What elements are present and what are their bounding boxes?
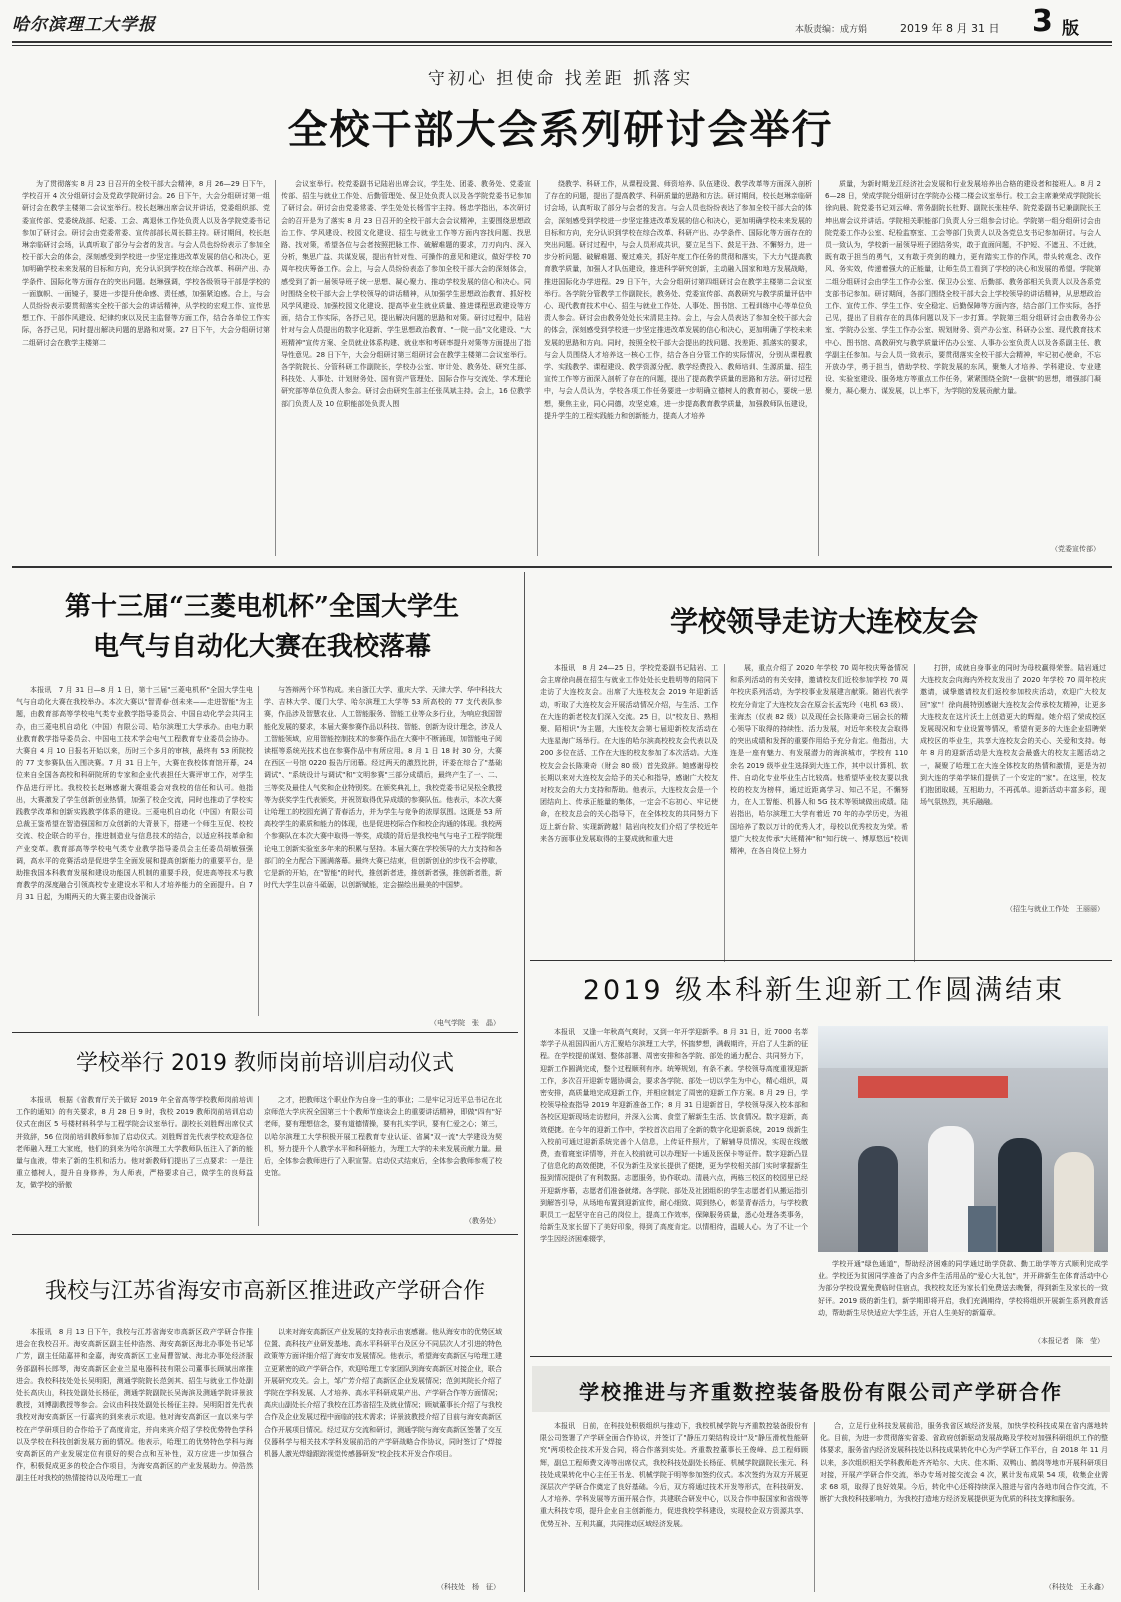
feature-title: 全校干部大会系列研讨会举行 xyxy=(287,106,834,153)
column-divider xyxy=(275,180,276,556)
column-divider xyxy=(258,1096,259,1226)
page-center-divider xyxy=(524,572,525,1592)
alumni-col-3: 打拼，成就自身事业的同时为母校赢得荣誉。陆岩通过大连校友会向海内外校友发出了 2020 年学校 70 周年校庆邀请，诚挚邀请校友们返校参加校庆活动，欢迎广大校友回"家"！徐向晨特别感谢大连校友会传承校友精神，让更多大连校友在这片沃土上创造更大的辉煌。她介绍了荣成校区发展现况和专业设置等情况，希望有更多的大连企业招聘荣成校区的毕业生，共享大连校友会的关心、关爱和支持。每年 8 月的迎新活动是大连校友会最盛大的校友主题活动之一，凝聚了哈理工在大连全体校友的热情和激情，更是为初到大连的学弟学妹们提供了一个安定的"家"。在这里，校友们抱团取暖，互相助力，不再孤单。迎新活动丰富多彩，现场气氛热烈，其乐融融。 xyxy=(920,664,1106,807)
feature-col-4: 质量，为新时期龙江经济社会发展和行业发展培养出合格的建设者和接班人。8 月 26—28 日，荣成学院分组研讨在学院办公楼二楼会议室举行。校工会主席兼荣成学院院长徐向晨、院党委书记刘云峰、常务副院长杜野、副院长张桂华、院党委副书记兼副院长王坤出席会议并讲话。学院相关职能部门负责人分三组参会讨论。学院第一组分组研讨会由院党委工作办公室、纪检监察室、工会等部门负责人以及各党总支书记参加研讨。与会人员一致认为，学校新一届领导班子团结务实，敢于直面问题，不护短、不遮丑、不迁就，既有敢于担当的勇气，又有敢于亮剑的魄力，更有踏实工作的作风，带头转观念、改作风、务实效，传递着强大的正能量，让师生员工看到了学校的决心和发展的希望。学院第二组分组研讨会由学生工作办公室、保卫办公室、后勤部、教务部相关负责人以及各系党支部书记参加。研讨期间，各部门围绕全校干部大会上学校领导的讲话精神，从思想政治工作、宣传工作、学生工作、安全稳定、后勤保障等方面内容，结合部门工作实际，各抒己见，提出了目前存在的具体问题以及下一步打算。学院第三组分组研讨会由教务办公室、学院办公室、学生工作办公室、规划财务、资产办公室、科研办公室、现代教育技术中心、图书馆、高教研究与教学质量评估办公室、人事办公室负责人以及各系副主任、教学副主任参加。与会人员一致表示，要贯彻落实全校干部大会精神，牢记初心使命，不忘开放办学，勇于担当，借助学校、学院发展的东风，聚集人才培养、学科建设、专业建设、实验室建设、服务地方等重点工作任务，紧紧围绕全院"一盘棋"的思想，增强部门凝聚力，凝心聚力、谋发展，以上率下，为学院的发展贡献力量。 xyxy=(825,180,1101,396)
qiqihar-col-1: 本报讯 日前，在科技处积极组织与推动下，我校机械学院与齐重数控装备股份有限公司签署了产学研全面合作协议，并签订了"静压刀架结构设计"及"静压滑枕性能研究"两项校企技术开发合同，将合作落到实处。齐重数控董事长王俊峰、总工程师顾辉，副总工程师费文涛等出席仪式，我校科技处副处长杨征、机械学院副院长张元、科技处成果转化中心主任王书龙、机械学院于明等参加签约仪式。本次签约为双方开展更深层次产学研合作奠定了良好基础。今后，双方将通过技术开发等形式，在科技研发、人才培养、学科发展等方面开展合作，共建联合研发中心，以及合作申报国家和省级等重大科技专项，提升企业自主创新能力，促进我校学科建设，实现校企双方资源共享、优势互补、互利共赢，共同推动区域经济发展。 xyxy=(540,1422,808,1528)
photo-ceiling xyxy=(818,1026,1108,1068)
contest-col-1: 本报讯 7 月 31 日—8 月 1 日，第十三届"三菱电机杯"全国大学生电气与自动化大赛在我校举办。本次大赛以"智青春·创未来——走进智能"为主题，由教育部高等学校电气类专业教学指导委员会、中国自动化学会共同主办，由三菱电机自动化（中国）有限公司、哈尔滨理工大学承办。由电力职业教育教学指导委员会、中国电工技术学会电气工程教育专业委员会协办。大赛自 4 月 10 日报名开始以来，历时三个多月的审核，最终有 53 所院校的 77 支参赛队伍入围决赛。7 月 31 日上午，大赛在我校体育馆开幕，24 位来自全国各高校和科研院所的专家和企业代表担任大赛评审工作，对学生作品进行评比。我校校长赵琳感谢大赛组委会对我校的信任和认可。他指出，大赛激发了学生创新创业热情，加强了校企交流，同时也推动了学校实践教学改革和创新实践教学体系的建设。三菱电机自动化（中国）有限公司总裁王鉴希望在智造强国和万众创新的大背景下，搭建一个师生互促、校校交流、校企联合的平台，推进制造业与信息技术的结合，以适应科技革命和产业变革。教育部高等学校电气类专业教学指导委员会主任委员胡敏强强调，高水平的竞赛活动是促进学生全面发展和提高创新能力的重要平台，是助推我国本科教育发展和建设功能国人机制的重要手段，促进高等技术与教育教学的深度融合引领高校专业建设水平和人才培养能力的全面提升。自 7 月 31 日起，为期两天的大赛主要由设备演示 xyxy=(16,686,253,902)
article-title-haian: 我校与江苏省海安市高新区推进政产学研合作 xyxy=(44,1279,485,1304)
haian-col-2: 以来对海安高新区产业发展的支持表示由衷感谢。他从海安市的优势区域位置、高科技产业研发基地、高水平科研平台及区分不同层次人才引进的特色政策等方面详细介绍了海安市发展情况。他表示，希望海安高新区与哈理工建立更紧密的政产学研合作，欢迎哈理工专家团队到海安高新区对接企业，联合开展研究攻关。会上，邹广芳介绍了高新区企业发展情况；范剑其院长介绍了学院在学科发展、人才培养、高水平科研成果产出、产学研合作等方面情况；高庆山副处长介绍了我校在江苏省招生及就业情况；顾斌董事长介绍了与我校合作及企业发展过程中面临的技术需求；详景波教授介绍了目前与海安高新区合作开展项目情况。经过双方交流和研讨，测通学院与海安高新区签署了交互仪器科学与相关技术学科发展前沿的产学研战略合作协议，同时签订了"焊接机器人激光焊缝跟踪视觉传感器研发"校企技术开发合作项目。 xyxy=(264,1328,502,1459)
haian-byline: （科技处 杨 征） xyxy=(437,1583,500,1591)
training-byline: （教务处） xyxy=(465,1217,500,1225)
photo-suitcase xyxy=(968,1206,996,1252)
column-divider xyxy=(914,664,915,962)
newspaper-logo: 哈尔滨理工大学报 xyxy=(12,15,156,35)
article-title-freshmen: 2019 级本科新生迎新工作圆满结束 xyxy=(582,975,1066,1006)
article-title-contest-line1: 第十三届“三菱电机杯”全国大学生 xyxy=(65,592,459,622)
photo-person xyxy=(998,1138,1042,1252)
issue-date: 2019 年 8 月 31 日 xyxy=(900,22,1000,35)
column-divider xyxy=(724,664,725,962)
feature-kicker: 守初心 担使命 找差距 抓落实 xyxy=(427,69,694,89)
column-divider xyxy=(258,1328,259,1590)
feature-col-2: 会议室举行。校党委副书记陆岩出席会议，学生处、团委、教务处、党委宣传部、招生与就业工作处、后勤管理处、保卫处负责人以及各学院党委书记参加了研讨会。研讨会由党委常委、学生处处长杨雪宇主持。杨忠学指出，本次研讨会的召开是为了落实 8 月 23 日召开的全校干部大会会议精神，主要围绕思想政治工作、学风建设、校园文化建设、招生与就业工作等方面内容找问题、找思路、找对策，希望各位与会者按照把脉工作、破解难题的要求，刀刃向内、深入分析，集思广益、共谋发展，提出有针对性、可操作的意见和建议，做好学校 70 周年校庆筹备工作。会上，与会人员纷纷表态了参加全校干部大会的深刻体会，感受到了新一届领导班子统一思想、凝心聚力、推动学校发展的信心和决心。同时围绕全校干部大会上学校领导的讲话精神，从加强学生思想政治教育、抓好校风学风建设、加强校园文化建设、提高毕业生就业质量、推进课程思政建设等方面，结合工作实际，各抒己见，提出解决问题的思路和对策。研讨过程中，陆岩针对与会人员提出的数字化迎新、学生思想政治教育、"一院一品"文化建设、"大班精神"宣传方案、全员就业体系构建、就业率和考研率提升对策等方面提出了指导性意见。28 日下午，大会分组研讨第三组研讨会在教学主楼第二会议室举行。各学院院长、分管科研工作副院长，学校办公室、审计处、教务处、研究生部、科技处、人事处、计划财务处、国有资产管理处、国际合作与交流处、学术理论研究部等单位负责人参会。研讨会由研究生部主任张凤斌主持。会上，16 位教学部门负责人及 10 位职能部处负责人围 xyxy=(281,180,531,408)
training-col-2: 之才，把教师这个职业作为自身一生的事业；二是牢记习近平总书记在北京师范大学庆祝全国第三十个教师节座谈会上的重要讲话精神，即做"四有"好老师，要有理想信念，要有道德情操，要有扎实学识，要有仁爱之心；第三，以哈尔滨理工大学积极开展工程教育专业认证、省属"双一流"大学建设为契机，努力提升个人教学水平和科研能力，为理工大学的未来发展贡献力量。最后，全体参会教师进行了入职宣誓。启动仪式结束后，全体参会教师参观了校史馆。 xyxy=(264,1096,502,1178)
section-rule xyxy=(12,566,1112,568)
freshmen-photo xyxy=(818,1026,1108,1252)
freshmen-col-2: 学校开通"绿色通道"，帮助经济困难的同学通过助学贷款、勤工助学等方式顺利完成学业。学校还为贫困同学准备了内含多件生活用品的"爱心大礼包"，并开辟新生在体育活动中心为部分学校设置免费临时住宿点，我校校友还为家长们免费送去晚餐，得到新生及家长的一致好评。2019 级的新生们，新学期即将开启，我们充满期待，学校将组织开展新生系列教育活动，帮助新生尽快适应大学生活，开启人生美好的新篇章。 xyxy=(818,1260,1108,1317)
qiqihar-col-2: 合，立足行业科技发展前沿，服务我省区域经济发展，加快学校科技成果在省内落地转化。目前，为进一步贯彻落实省委、省政府创新驱动发展战略及学校对加强科研组织工作的整体要求，服务省内经济发展科技处以科技成果转化中心为产学研工作平台，自 2018 年 11 月以来，多次组织相关学科教师赴齐齐哈尔、大庆、佳木斯、双鸭山、鹤岗等地市开展科研项目对接，开展产学研合作交流，举办专场对接交流会 4 次，累计发布成果 54 项，收集企业需求 68 项，取得了良好效果。今后，转化中心还将持续深入推进与省内各地市间合作交流，不断扩大我校科技影响力，为我校打造地方经济发展提供更为优质的科技支撑和服务。 xyxy=(820,1422,1108,1504)
masthead-rule xyxy=(12,41,1112,43)
contest-byline: （电气学院 张 晶） xyxy=(430,1019,500,1027)
feature-col-3: 绕教学、科研工作，从课程设置、师资培养、队伍建设、教学改革等方面深入剖析了存在的问题，提出了提高教学、科研质量的思路和方法。研讨期间，校长赵琳亲临研讨会场，认真听取了部分与会者的发言。与会人员也纷纷表达了参加全校干部大会的体会，深刻感受到学校进一步坚定推进改革发展的信心和决心，更加明确学校未来发展的目标和方向，充分认识到学校在综合改革、科研产出、办学条件、国际化等方面存在的突出问题。研讨过程中，与会人员形成共识，要立足当下、鼓足干劲、不懈努力，进一步分析问题、破解难题、聚过难关，抓好年度工作任务的贯彻和落实，下大力气提高教育教学质量，加强人才队伍建设，推进科学研究创新，主动融入国家和地方发展战略，推进国际化办学进程。29 日下午，大会分组研讨第四组研讨会在教学主楼第二会议室举行。各学院分管教学工作副院长，教务处、党委宣传部、高教研究与教学质量评估中心、现代教育技术中心、招生与就业工作处、人事处、图书馆、工程训练中心等单位负责人参会。研讨会由教务处处长宋清昆主持。会上，与会人员表达了参加全校干部大会的体会，深刻感受到学校进一步坚定推进改革发展的信心和决心，更加明确了学校未来发展的思路和方向。同时，按照全校干部大会提出的找问题、找差距、抓落实的要求，与会人员围绕人才培养这一核心工作，结合各自分管工作的实际情况，分别从课程教学、实践教学、课程建设、教学资源分配、教学经费投入、教师培训、生源质量、招生宣传工作等方面深入剖析了存在的问题，提出了提高教学质量的思路和方法。研讨过程中，与会人员认为，学校各项工作任务要进一步明确立德树人的教育初心，要统一思想，聚焦主业，同心同德，攻坚克难，进一步提高教育教学质量，加强教师队伍建设，提升学生的工程实践能力和创新能力，提高人才培养 xyxy=(544,180,812,420)
contest-col-2: 与答辩两个环节构成。来自浙江大学、重庆大学、天津大学、华中科技大学、吉林大学、厦门大学、哈尔滨理工大学等 53 所高校的 77 支代表队参赛，作品涉及智慧农业、人工智能服务、智能工业等众多行业，为响应我国智能化发展的要求，本届大赛参赛作品以科技、智能、创新为设计理念，涉及人工智能领域，应用智能控制技术的参赛作品在大赛中不断涌现，加智能电子阅读框等系统光技术也在参赛作品中有所应用。8 月 1 日 18 时 30 分，大赛在西区一号馆 0220 报告厅闭幕。经过两天的激烈比拼，评委在综合了"基础调试"、"系统设计与调试"和"文明参赛"三部分成绩后，最终产生了一、二、三等奖及最佳人气奖和企业特别奖。在颁奖典礼上，我校党委书记吴松全教授等为获奖学生代表颁奖，并祝贺取得优异成绩的参赛队伍。他表示，本次大赛让哈理工的校园充满了青春活力，并为学生与竞争的浓厚氛围。这既是 53 所高校学生的素质和能力的体现，也是促进校际合作和校企沟通的体现。我校两个参赛队在本次大赛中取得一等奖，成绩的背后是我校电气与电子工程学院理论电工创新实验室多年来的积累与坚持。本届大赛在学校领导的大力支持和各部门的全力配合下圆满落幕。最终大赛已结束，但创新创业的步伐不会停歇，它是新的开始，在"智能"的时代，推创新者进，推创新者强，推创新者胜，新时代大学生以奋斗砥砺，以创新赋能，定会描绘出最美的中国梦。 xyxy=(264,686,502,890)
photo-person xyxy=(1054,1152,1094,1252)
column-divider xyxy=(814,1422,815,1592)
section-rule xyxy=(12,1234,518,1235)
article-title-training: 学校举行 2019 教师岗前培训启动仪式 xyxy=(76,1051,454,1076)
column-divider xyxy=(258,686,259,1016)
section-rule xyxy=(530,960,1112,961)
page-unit: 版 xyxy=(1062,19,1079,39)
qiqihar-byline: （科技处 王永鑫） xyxy=(1045,1583,1108,1591)
article-title-qiqihar: 学校推进与齐重数控装备股份有限公司产学研合作 xyxy=(579,1380,1063,1404)
photo-banner xyxy=(858,1076,1008,1098)
alumni-col-1: 本报讯 8 月 24—25 日，学校党委副书记陆岩、工会主席徐向晨在招生与就业工作处处长史胜明等的陪同下走访了大连校友会。出席了大连校友会 2019 年迎新活动，听取了大连校友会开展活动情况介绍，与生活、工作在大连的新老校友们深入交流。25 日，以"校友日、熟相聚、陌相识"为主题，大连校友会第七届迎新校友活动在大连星海广场举行。在大连的哈尔滨高校校友会代表以及 200 多位在活、工作在大连的校友参加了本次活动。大连校友会会长陈秉奇（财会 80 级）首先致辞。她感谢母校长期以来对大连校友会给予的关心和指导，感谢广大校友对校友会的大力支持和帮助。他表示，大连校友会是一个团结向上、传承正能量的集体，一定会不忘初心、牢记使命，在校友总会的关心指导下，在全体校友的共同努力下迈上新台阶、实现新跨越！陆岩向校友们介绍了学校近年来各方面事业发展取得的主要成就和重大进 xyxy=(540,664,718,843)
alumni-col-2: 展，重点介绍了 2020 年学校 70 周年校庆筹备情况和系列活动的有关安排，邀请校友们近校参加学校 70 周年校庆系列活动，为学校事业发展建言献策。随岩代表学校充分肯定了大连校友会在原会长孟宪玲（电机 63 级）、张海杰（仪表 82 级）以及现任会长陈秉奇三届会长的精心领导下取得的持续性、活力发展，对近年来校友会取得的突出成绩和发挥的重要作用给予充分肯定。他指出，大连是一座有魅力、有发展潜力的海滨城市，学校有 110 余名 2019 级毕业生选择到大连工作，其中以计算机、软件、自动化专业毕业生占比较高。他希望毕业校友要以我校的校友为榜样，通过近距离学习、知己不足，不懈努力，在人工智能、机器人和 5G 技术等领域做出成绩。陆岩指出，哈尔滨理工大学有着近 70 年的办学历史，为祖国培养了数以万计的优秀人才，母校以优秀校友为荣。希望广大校友传承"大班精神"和"知行统一、博厚悠远"校训精神，在各自岗位上努力 xyxy=(730,664,908,856)
article-title-contest-line2: 电气与自动化大赛在我校落幕 xyxy=(92,632,431,662)
alumni-byline: （招生与就业工作处 王丽丽） xyxy=(1006,905,1104,913)
feature-col-1: 为了贯彻落实 8 月 23 日召开的全校干部大会精神，8 月 26—29 日下午，学校召开 4 次分组研讨会及党政学院研讨会。26 日下午，大会分组研讨第一组研讨会在教学主楼第二会议室举行。校长赵琳出席会议并讲话，党委组织部、党委宣传部、党委统战部、纪委、工会、离退休工作处负责人以及各学院党委书记参加了研讨会。研讨会由党委常委、宣传部部长周长群主持。研讨期间，校长赵琳亲临研讨会场，认真听取了部分与会者的发言。与会人员也纷纷表示了参加全校干部大会的体会，深刻感受到学校进一步坚定推进改革发展的信心和决心，更加明确学校未来发展的目标和方向，充分认识到学校在综合改革、科研产出、办学条件、国际化等方面存在的突出问题。赵琳强调，学校各级领导干部是学校的一面旗帜、一面镜子，要进一步提升使命感、责任感，加强紧迫感。合上，与会人员纷纷表示要贯彻落实全校干部大会的讲话精神，从学校的宏观工作、宣传思想工作、干部作风建设、纪律约束以及民主监督等方面工作，结合各单位工作实际，各抒己见，同时提出解决问题的思路和对策。27 日下午，大会分组研讨第二组研讨会在教学主楼第二 xyxy=(22,180,270,347)
section-rule xyxy=(530,1356,1112,1357)
page-editor: 本版责编：成方娟 xyxy=(795,25,868,35)
masthead-rule-thin xyxy=(12,45,1112,46)
photo-person xyxy=(858,1146,898,1252)
haian-col-1: 本报讯 8 月 13 日下午，我校与江苏省海安市高新区政产学研合作推进会在我校召开。海安高新区副主任仲浩然、海安高新区海北办事处书记邹广芳，副主任陆嘉祥和金嘉，海安高新区工业局曹智斌、海北办事处经济服务部副科长郎琴，海安高新区企业兰星电器科技有限公司董事长顾斌出席推进会。我校科技处处长吴明阳，测通学院院长范剑其、招生与就业工作处副处长高庆山，科技处副处长杨征，测通学院副院长吴海滨及测通学院详景波教授，刘博副教授等参会。会议由科技处副处长杨征主持。吴明阳首先代表我校对海安高新区一行嘉宾的到来表示欢迎。他对海安高新区一直以来与学校在产学研项目的合作给予了高度肯定，并向来宾介绍了学校优势特色学科以及学校在科技创新发展方面的情况。他表示，哈理工的优势特色学科与海安高新区的产业发展定位有很好的契合点和互补性，双方应进一步加强合作，积极促成更多的校企合作项目，为海安高新区的产业发展助力。仲浩然副主任对我校的热情接待以及哈理工一直 xyxy=(16,1328,253,1483)
training-col-1: 本报讯 根据《省教育厅关于做好 2019 年全省高等学校教师岗前培训工作的通知》的有关要求，8 月 28 日 9 时，我校 2019 教师岗前培训启动仪式在南区 5 号楼材料科学与工程学院会议室举行。副校长刘胜辉出席仪式并致辞，56 位岗前培训教师参加了启动仪式。刘胜辉首先代表学校欢迎各位老师融入理工大家庭，他们的到来为哈尔滨理工大学教师队伍注入了新的能量与血液，带来了新的生机和活力。他对新教师们提出了三点要求：一是注重立德树人，提升自身修养，为人师表，严格要求自己，做学生的良师益友，做学校的骄傲 xyxy=(16,1096,253,1190)
column-divider xyxy=(537,180,538,556)
article-title-alumni: 学校领导走访大连校友会 xyxy=(669,605,978,638)
column-divider xyxy=(818,180,819,556)
section-rule xyxy=(12,1032,518,1033)
freshmen-col-1: 本报讯 又逢一年秋高气爽时，又到一年开学迎新季。8 月 31 日，近 7000 名莘莘学子从祖国四面八方汇聚哈尔滨理工大学，怀揣梦想，满载期许，开启了人生新的征程。在学校提前谋划、整体部署、周密安排和各学院、部处的通力配合、共同努力下，迎新工作圆满完成，整个过程顺利有序。统筹规划，有条不紊。学校领导高度重视迎新工作，多次召开迎新专题协调会，要求各学院、部处一切以学生为中心，精心组织，周密安排，高质量地完成迎新工作，并相应制定了周密的迎新工作方案。8 月 29 日，学校领导检查指导 2019 年迎新准备工作；8 月 31 日迎新首日，学校领导深入校本部和各校区迎新现场走访慰问，并深入公寓、食堂了解新生生活、饮食情况。数字迎新，高效便捷。在今年的迎新工作中，学校首次启用了全新的数字化迎新系统，2019 级新生入校前可通过迎新系统完善个人信息，上传证件照片，了解辅导员情况，实现在线缴费，查看寝室详情等，并在入校前就可以办理好一卡通及医保卡等证件。数字迎新凸显了信息化的高效便捷，不仅为新生及家长提供了便捷，更为学校相关部门实时掌握新生报到情况提供了有利数据。志愿服务，协作联动。清晨六点，两栋三校区的校园里已经开迎新序幕，志愿者们准备就绪。各学院、部处及社团组织的学生志愿者们从搬运指引到解答引导，从场地布置到迎新宣传，耐心细致、周到热心，彰显青春活力，与学校教职员工一起坚守在自己的岗位上，提高工作效率，保障服务质量，悉心处理各类事务，给新生及家长留下了美好印象，得到了高度肯定。以情相待，温暖人心。为了不让一个学生因经济困难辍学， xyxy=(540,1028,808,1244)
page-number: 3 xyxy=(1032,4,1053,39)
freshmen-byline: （本报记者 陈 莹） xyxy=(1034,1337,1104,1345)
feature-byline: （党委宣传部） xyxy=(1051,545,1100,553)
